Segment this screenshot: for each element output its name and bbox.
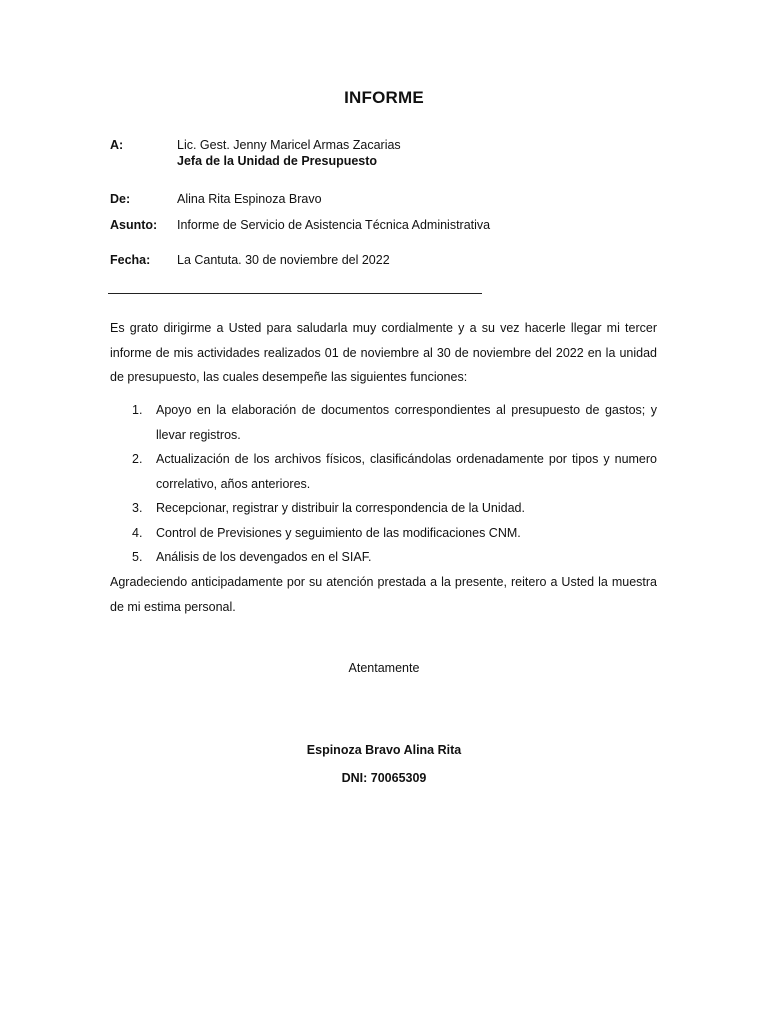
intro-paragraph: Es grato dirigirme a Usted para saludarla muy cordialmente y a su vez hacerle llegar mi tercer informe de mis actividades realizados 01 de noviembre al 30 de noviembre del 2022 en la unidad de presupuesto, las cuales desempeñe las siguientes funciones: bbox=[110, 321, 657, 384]
list-item-text: Actualización de los archivos físicos, clasificándolas ordenadamente por tipos y numero correlativo, años anteriores. bbox=[156, 452, 657, 491]
document-title: INFORME bbox=[344, 88, 424, 107]
list-item-text: Recepcionar, registrar y distribuir la correspondencia de la Unidad. bbox=[156, 501, 525, 515]
list-item bbox=[110, 521, 657, 546]
list-item bbox=[110, 398, 657, 447]
list-item-number: 4. bbox=[132, 525, 143, 540]
from-label: De: bbox=[110, 192, 131, 206]
subject-text: Informe de Servicio de Asistencia Técnica Administrativa bbox=[177, 218, 491, 232]
header-divider bbox=[108, 293, 482, 294]
date-text: La Cantuta. 30 de noviembre del 2022 bbox=[177, 253, 390, 267]
date-label: Fecha: bbox=[110, 253, 151, 267]
list-item-text: Control de Previsiones y seguimiento de las modificaciones CNM. bbox=[156, 525, 521, 540]
to-name: Lic. Gest. Jenny Maricel Armas Zacarias bbox=[177, 138, 401, 152]
closing-paragraph: Agradeciendo anticipadamente por su atención prestada a la presente, reitero a Usted la muestra de mi estima personal. bbox=[110, 575, 657, 614]
functions-list bbox=[110, 398, 657, 570]
signature-name: Espinoza Bravo Alina Rita bbox=[306, 743, 462, 757]
list-item bbox=[110, 447, 657, 496]
list-item-text: Apoyo en la elaboración de documentos correspondientes al presupuesto de gastos; y llevar registros. bbox=[156, 403, 657, 442]
list-item bbox=[110, 545, 657, 570]
list-item-number: 3. bbox=[132, 501, 143, 515]
subject-label: Asunto: bbox=[110, 218, 158, 232]
to-label: A: bbox=[110, 138, 124, 152]
list-item-number: 1. bbox=[132, 403, 143, 417]
from-name: Alina Rita Espinoza Bravo bbox=[177, 192, 322, 206]
list-item-number: 5. bbox=[132, 550, 143, 564]
signature-dni: DNI: 70065309 bbox=[341, 771, 427, 785]
list-item-number: 2. bbox=[132, 452, 143, 466]
salutation: Atentamente bbox=[348, 661, 420, 675]
list-item-text: Análisis de los devengados en el SIAF. bbox=[156, 550, 372, 564]
to-position: Jefa de la Unidad de Presupuesto bbox=[177, 154, 378, 168]
list-item bbox=[110, 496, 657, 521]
